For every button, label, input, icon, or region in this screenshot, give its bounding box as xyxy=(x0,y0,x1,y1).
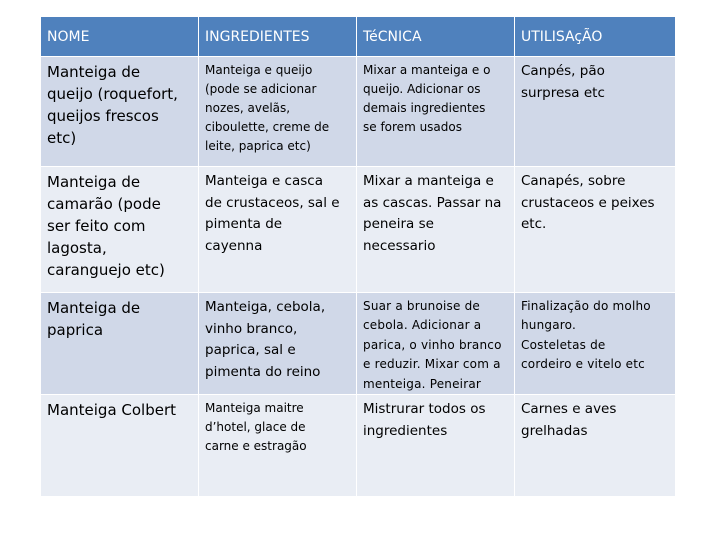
cell-nome xyxy=(41,167,199,293)
cell-tecnica xyxy=(357,293,515,395)
header-tecnica: TéCNICA xyxy=(357,17,515,57)
cell-utilisacao xyxy=(515,395,676,497)
cell-utilisacao xyxy=(515,293,676,395)
header-utilisacao: UTILISAçÃO xyxy=(515,17,676,57)
cell-ingredientes xyxy=(199,167,357,293)
cell-text: Manteiga de camarão (pode ser feito com lagosta, caranguejo etc) xyxy=(47,173,165,279)
table-row xyxy=(41,57,676,167)
cell-text: Manteiga e casca de crustaceos, sal e pimenta de cayenna xyxy=(205,173,340,254)
cell-tecnica xyxy=(357,395,515,497)
cell-text: Suar a brunoise de cebola. Adicionar a parica, o vinho branco e reduzir. Mixar com a menteiga. Peneirar xyxy=(363,299,502,391)
recipe-table-container xyxy=(40,16,675,497)
cell-text: Manteiga e queijo (pode se adicionar nozes, avelãs, ciboulette, creme de leite, paprica etc) xyxy=(205,63,330,153)
cell-utilisacao xyxy=(515,167,676,293)
table-row xyxy=(41,395,676,497)
cell-text: Manteiga Colbert xyxy=(47,401,177,420)
cell-tecnica xyxy=(357,57,515,167)
cell-text: Mixar a manteiga e o queijo. Adicionar os demais ingredientes se forem usados xyxy=(363,63,491,134)
table-row xyxy=(41,167,676,293)
cell-nome xyxy=(41,293,199,395)
header-ingredientes: INGREDIENTES xyxy=(199,17,357,57)
cell-nome xyxy=(41,57,199,167)
cell-ingredientes xyxy=(199,395,357,497)
butter-table xyxy=(40,16,676,497)
cell-ingredientes xyxy=(199,293,357,395)
cell-text: Mistrurar todos os ingredientes xyxy=(363,401,486,439)
cell-ingredientes xyxy=(199,57,357,167)
cell-tecnica xyxy=(357,167,515,293)
cell-text: Manteiga maitre d’hotel, glace de carne e estragão xyxy=(205,401,307,454)
cell-text: Finalização do molho hungaro. Costeletas de cordeiro e vitelo etc xyxy=(521,299,651,372)
cell-text: Manteiga de queijo (roquefort, queijos frescos etc) xyxy=(47,63,178,147)
cell-text: Manteiga, cebola, vinho branco, paprica, sal e pimenta do reino xyxy=(205,299,326,380)
cell-text: Carnes e aves grelhadas xyxy=(521,401,617,439)
cell-text: Canapés, sobre crustaceos e peixes etc. xyxy=(521,173,655,232)
cell-nome xyxy=(41,395,199,497)
table-row xyxy=(41,293,676,395)
cell-text: Canpés, pão surpresa etc xyxy=(521,63,605,101)
cell-text: Manteiga de paprica xyxy=(47,299,141,339)
cell-text: Mixar a manteiga e as cascas. Passar na peneira se necessario xyxy=(363,173,502,254)
table-header-row xyxy=(41,17,676,57)
cell-utilisacao xyxy=(515,57,676,167)
header-nome: NOME xyxy=(41,17,199,57)
